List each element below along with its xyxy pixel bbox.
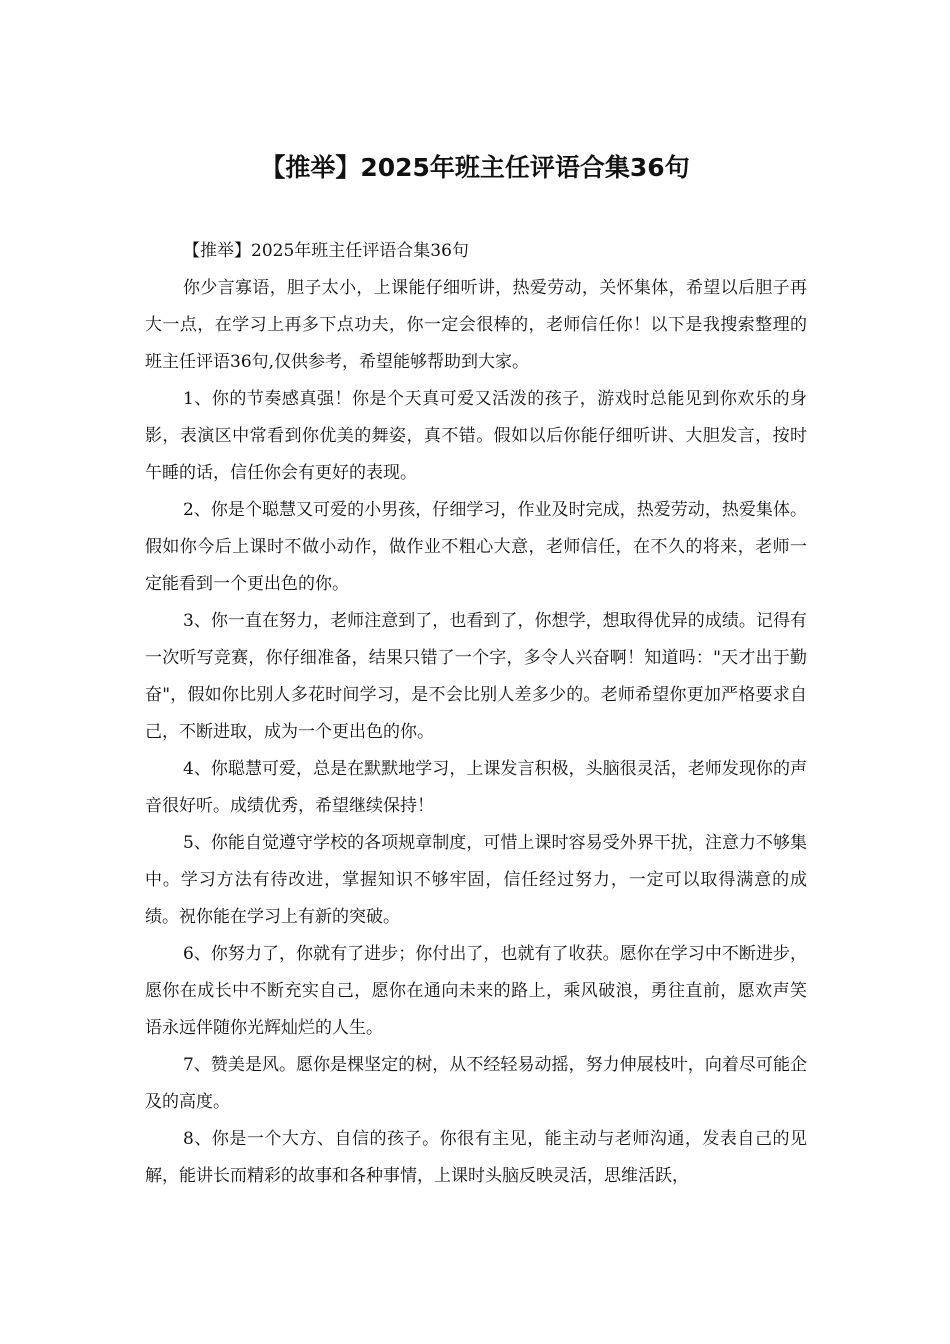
paragraph-item-8: 8、你是一个大方、自信的孩子。你很有主见，能主动与老师沟通，发表自己的见解，能讲长而精彩的故事和各种事情，上课时头脑反映灵活，思维活跃， <box>145 1129 807 1186</box>
document-body <box>145 233 807 1195</box>
paragraph-item-2: 2、你是个聪慧又可爱的小男孩，仔细学习，作业及时完成，热爱劳动，热爱集体。假如你今后上课时不做小动作，做作业不粗心大意，老师信任，在不久的将来，老师一定能看到一个更出色的你。 <box>145 500 807 594</box>
paragraph-intro: 你少言寡语，胆子太小，上课能仔细听讲，热爱劳动，关怀集体，希望以后胆子再大一点，在学习上再多下点功夫，你一定会很棒的，老师信任你！以下是我搜索整理的班主任评语36句,仅供参考，希望能够帮助到大家。 <box>145 278 807 372</box>
paragraph-item-3: 3、你一直在努力，老师注意到了，也看到了，你想学，想取得优异的成绩。记得有一次听写竞赛，你仔细准备，结果只错了一个字，多令人兴奋啊！知道吗："天才出于勤奋"，假如你比别人多花时间学习，是不会比别人差多少的。老师希望你更加严格要求自己，不断进取，成为一个更出色的你。 <box>145 611 807 742</box>
paragraph-item-5: 5、你能自觉遵守学校的各项规章制度，可惜上课时容易受外界干扰，注意力不够集中。学习方法有待改进，掌握知识不够牢固，信任经过努力，一定可以取得满意的成绩。祝你能在学习上有新的突破。 <box>145 833 807 927</box>
paragraph-item-1: 1、你的节奏感真强！你是个天真可爱又活泼的孩子，游戏时总能见到你欢乐的身影，表演区中常看到你优美的舞姿，真不错。假如以后你能仔细听讲、大胆发言，按时午睡的话，信任你会有更好的表现。 <box>145 389 807 483</box>
paragraph-item-4: 4、你聪慧可爱，总是在默默地学习，上课发言积极，头脑很灵活，老师发现你的声音很好听。成绩优秀，希望继续保持！ <box>145 759 807 816</box>
paragraph-item-6: 6、你努力了，你就有了进步；你付出了，也就有了收获。愿你在学习中不断进步，愿你在成长中不断充实自己，愿你在通向未来的路上，乘风破浪，勇往直前，愿欢声笑语永远伴随你光辉灿烂的人生。 <box>145 944 807 1038</box>
paragraph-item-7: 7、赞美是风。愿你是棵坚定的树，从不经轻易动摇，努力伸展枝叶，向着尽可能企及的高度。 <box>145 1055 807 1112</box>
document-title: 【推举】2025年班主任评语合集36句 <box>260 153 690 182</box>
paragraph-subtitle: 【推举】2025年班主任评语合集36句 <box>183 241 469 261</box>
